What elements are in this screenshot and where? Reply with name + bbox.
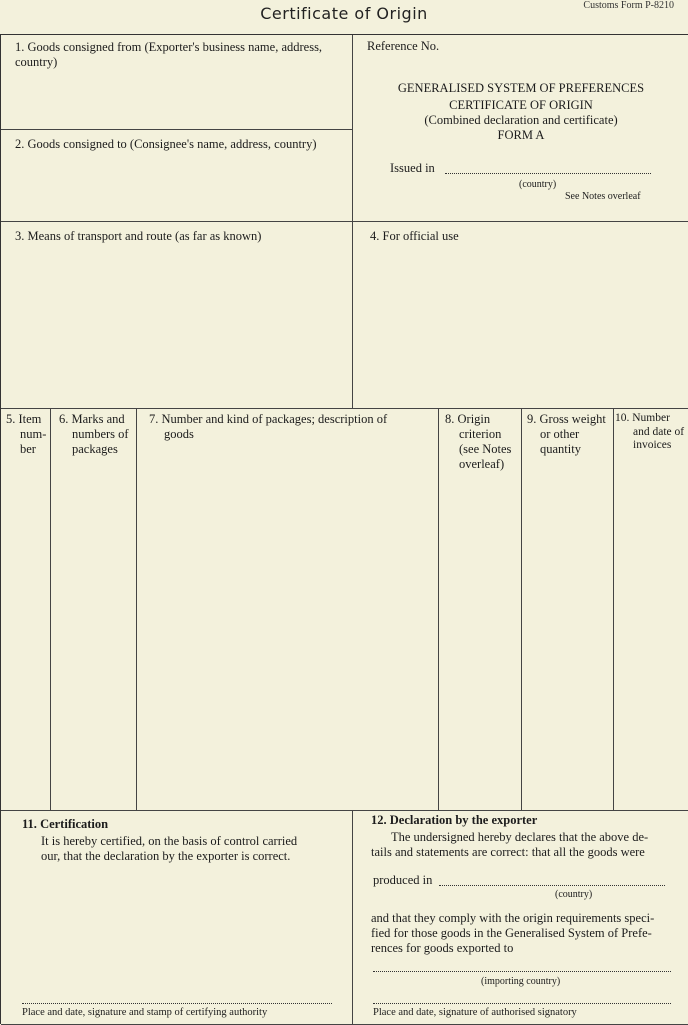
box12-text-a: The undersigned hereby declares that the above de- [391, 830, 649, 844]
form-frame [0, 34, 688, 1024]
col6-number: 6. [59, 412, 69, 426]
box12-title [371, 813, 537, 828]
col5-text-b: num- [20, 427, 47, 441]
col5-text-a: Item [18, 412, 42, 426]
col10-number: 10. [615, 412, 630, 424]
box12-text-c: and that they comply with the origin requirements speci- [371, 911, 655, 925]
col6-text-b: numbers of [72, 427, 129, 441]
col5-label [6, 412, 50, 457]
box12-title-text: Declaration by the exporter [389, 813, 538, 827]
box3-number: 3. [15, 229, 25, 243]
col6-label [59, 412, 137, 457]
box-official-use[interactable] [353, 222, 688, 409]
produced-country-caption: (country) [555, 889, 593, 900]
box-goods-consigned-to[interactable] [1, 130, 353, 222]
declaration-signature-line[interactable] [373, 1003, 671, 1004]
box2-number: 2. [15, 137, 25, 151]
col-invoices[interactable] [614, 409, 688, 811]
box12-number: 12. [371, 813, 387, 827]
combined-declaration-heading: (Combined declaration and certificate) [424, 113, 618, 127]
col10-label [615, 412, 688, 453]
col7-number: 7. [149, 412, 159, 426]
col-origin-criterion[interactable] [439, 409, 522, 811]
certification-signature-line[interactable] [22, 1003, 332, 1004]
col-gross-weight[interactable] [522, 409, 614, 811]
col8-text-d: overleaf) [459, 457, 505, 471]
importing-country-line[interactable] [373, 971, 671, 972]
page-title: Certificate of Origin [260, 4, 428, 23]
form-a-heading: FORM A [497, 128, 545, 142]
box2-text: Goods consigned to (Consignee's name, address, country) [27, 137, 317, 151]
col-item-number[interactable] [1, 409, 51, 811]
box11-number: 11. [22, 817, 37, 831]
box2-label [15, 137, 349, 152]
box1-text: Goods consigned from (Exporter's business name, address, country) [15, 40, 323, 69]
col5-number: 5. [6, 412, 16, 426]
produced-in-label: produced in [373, 873, 433, 887]
box11-text-a: It is hereby certified, on the basis of control carried [41, 834, 298, 848]
col10-text-c: invoices [633, 439, 672, 451]
box11-title [22, 817, 108, 832]
col10-text-a: Number [632, 412, 670, 424]
box3-label [15, 229, 261, 244]
col8-number: 8. [445, 412, 455, 426]
col10-text-b: and date of [633, 425, 685, 438]
reference-no-label: Reference No. [367, 39, 440, 53]
box11-text-b: our, that the declaration by the exporter is correct. [41, 849, 291, 863]
produced-in-line[interactable] [439, 885, 665, 886]
col6-text-c: packages [72, 442, 118, 456]
col5-text-c: ber [20, 442, 36, 456]
col9-text-a: Gross weight [539, 412, 606, 426]
box1-label [15, 40, 349, 70]
box-goods-consigned-from[interactable] [1, 35, 353, 130]
col6-text-a: Marks and [71, 412, 125, 426]
box12-text-e: rences for goods exported to [371, 941, 514, 955]
box4-number: 4. [370, 229, 380, 243]
col7-text-b: goods [164, 427, 194, 441]
box4-text: For official use [382, 229, 459, 243]
col9-number: 9. [527, 412, 537, 426]
box-reference[interactable] [353, 35, 688, 222]
col8-text-c: (see Notes [459, 442, 512, 456]
gsp-heading: GENERALISED SYSTEM OF PREFERENCES [397, 81, 645, 95]
importing-country-caption: (importing country) [481, 976, 561, 987]
box-means-of-transport[interactable] [1, 222, 353, 409]
box3-text: Means of transport and route (as far as known) [27, 229, 262, 243]
box-declaration-exporter[interactable] [353, 811, 688, 1025]
col-marks-numbers[interactable] [51, 409, 137, 811]
see-notes-label: See Notes overleaf [565, 191, 641, 202]
form-number: Customs Form P-8210 [583, 0, 674, 11]
col9-text-b: or other [540, 427, 580, 441]
issued-country-caption: (country) [519, 179, 557, 190]
box1-number: 1. [15, 40, 25, 54]
col8-text-a: Origin [457, 412, 491, 426]
col9-label [527, 412, 615, 457]
box-certification[interactable] [1, 811, 353, 1025]
declaration-signature-caption: Place and date, signature of authorised signatory [373, 1007, 577, 1018]
box11-title-text: Certification [40, 817, 109, 831]
issued-in-label: Issued in [390, 161, 435, 175]
box4-label [370, 229, 459, 244]
col-description-of-goods[interactable] [137, 409, 439, 811]
box12-text-d: fied for those goods in the Generalised System of Prefe- [371, 926, 652, 940]
certificate-heading: CERTIFICATE OF ORIGIN [449, 98, 593, 112]
box12-text-b: tails and statements are correct: that all the goods were [371, 845, 645, 859]
col7-label [149, 412, 437, 442]
certification-signature-caption: Place and date, signature and stamp of certifying authority [22, 1007, 268, 1018]
col7-text-a: Number and kind of packages; description of [161, 412, 388, 426]
issued-in-line[interactable] [445, 173, 651, 174]
col9-text-c: quantity [540, 442, 581, 456]
col8-text-b: criterion [459, 427, 502, 441]
col8-label [445, 412, 522, 472]
